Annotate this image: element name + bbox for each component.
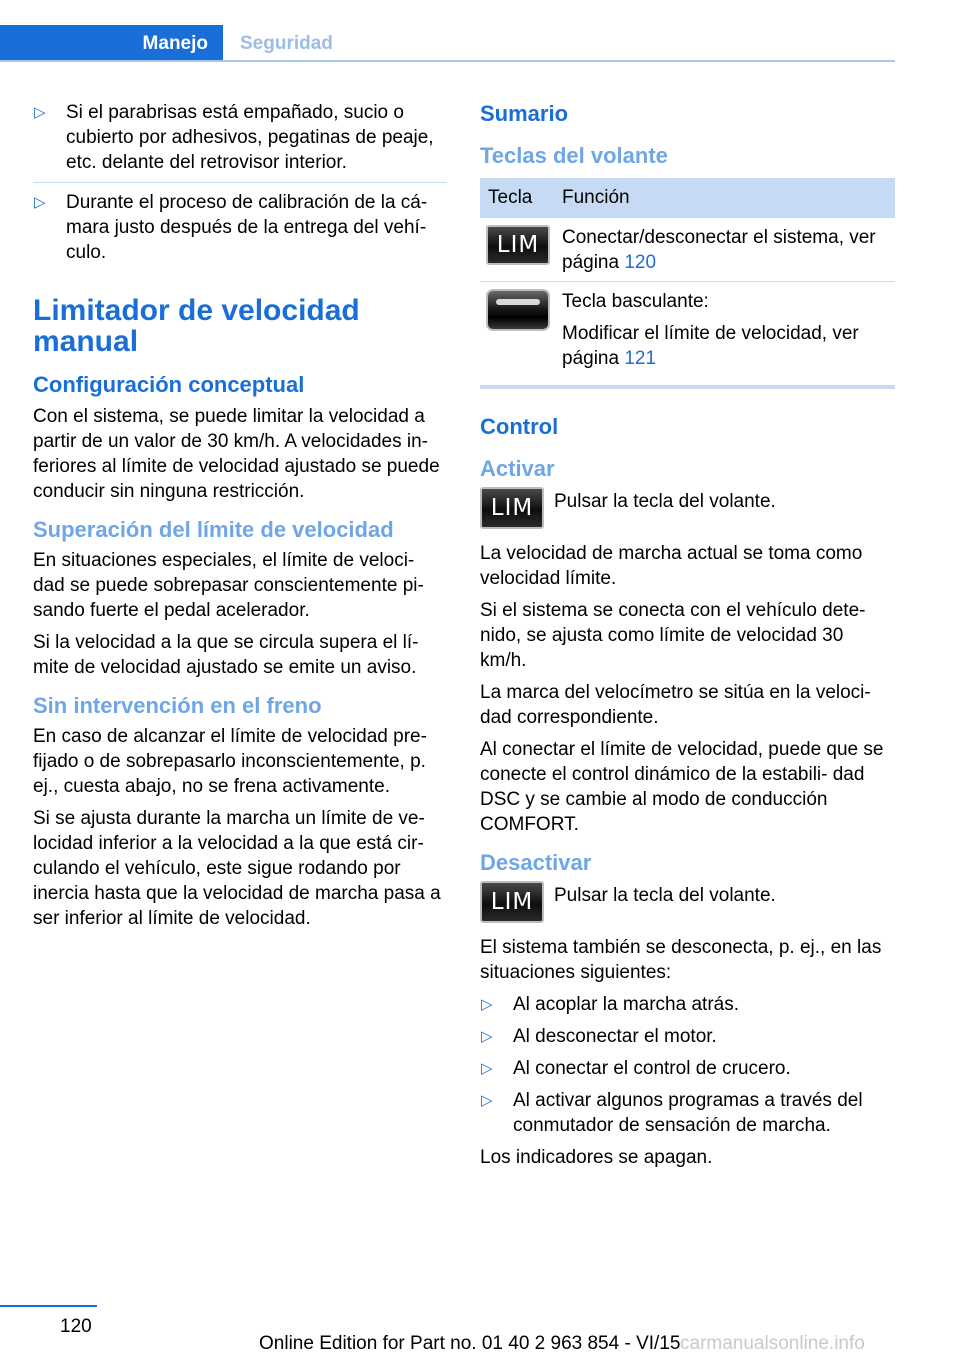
row2-text: Modificar el límite de velocidad, ver página (562, 323, 859, 369)
keys-heading: Teclas del volante (480, 143, 668, 168)
row2-title: Tecla basculante: (562, 291, 709, 312)
triangle-bullet-icon: ▷ (34, 194, 46, 211)
col-key-header: Tecla (480, 178, 554, 218)
activate-instruction: LIM Pulsar la tecla del volante. (480, 487, 895, 531)
deactivate-text-1: El sistema también se desconecta, p. ej., en las situaciones siguientes: (480, 937, 882, 983)
brake-text-2: Si se ajusta durante la marcha un límite de ve- locidad inferior a la velocidad a la que está cir- culando el vehículo, este sigue rodando por inercia hasta que la velocidad de marcha pasa a ser inferior al límite de velocidad. (33, 808, 441, 929)
brake-heading: Sin intervención en el freno (33, 693, 322, 718)
deactivate-instruction: LIM Pulsar la tecla del volante. (480, 881, 895, 925)
list-item: ▷ Durante el proceso de calibración de la cá- mara justo después de la entrega del vehí- culo. (33, 182, 447, 265)
tab-manejo[interactable]: Manejo (0, 25, 223, 62)
footer-rule (0, 1305, 97, 1307)
activate-text-2: Si el sistema se conecta con el vehículo dete- nido, se ajusta como límite de velocidad 30 km/h. (480, 600, 866, 671)
right-column (480, 100, 895, 1177)
exceed-heading: Superación del límite de velocidad (33, 517, 394, 542)
page-number: 120 (60, 1316, 92, 1337)
watermark: carmanualsonline.info (680, 1333, 865, 1354)
page-link-120[interactable]: 120 (624, 252, 657, 273)
activate-heading: Activar (480, 456, 555, 481)
list-item: ▷ Al conectar el control de crucero. (481, 1058, 791, 1079)
activate-text-1: La velocidad de marcha actual se toma como velocidad límite. (480, 543, 863, 589)
list-item: ▷ Al acoplar la marcha atrás. (481, 994, 739, 1015)
row1-text: Conectar/desconectar el sistema, ver página (562, 227, 876, 273)
activate-text-4: Al conectar el límite de velocidad, puede que se conecte el control dinámico de la estabili- dad DSC y se cambie al modo de conducción COMFORT. (480, 739, 884, 835)
rocker-switch-icon (486, 289, 550, 331)
section-tabs (0, 25, 895, 61)
exceed-text-1: En situaciones especiales, el límite de veloci- dad se puede sobrepasar conscientemente pi- sando fuerte el pedal acelerador. (33, 550, 424, 621)
header-rule (0, 60, 895, 62)
table-row (480, 218, 895, 282)
lim-key-icon: LIM (480, 881, 544, 923)
steering-keys-table (480, 178, 895, 389)
triangle-bullet-icon: ▷ (481, 996, 493, 1013)
lim-key-icon: LIM (480, 487, 544, 529)
list-item: ▷ Si el parabrisas está empañado, sucio o cubierto por adhesivos, pegatinas de peaje, etc. delante del retrovisor interior. (34, 102, 434, 173)
page-link-121[interactable]: 121 (624, 348, 657, 369)
page-title: Limitador de velocidad manual (33, 294, 360, 358)
summary-heading: Sumario (480, 101, 569, 126)
list-item: ▷ Al activar algunos programas a través del conmutador de sensación de marcha. (481, 1090, 863, 1136)
concept-heading: Configuración conceptual (33, 372, 305, 397)
triangle-bullet-icon: ▷ (481, 1092, 493, 1109)
triangle-bullet-icon: ▷ (481, 1060, 493, 1077)
left-column (33, 100, 447, 938)
deactivate-end: Los indicadores se apagan. (480, 1147, 713, 1168)
exceed-text-2: Si la velocidad a la que se circula supera el lí- mite de velocidad ajustado se emite un aviso. (33, 632, 419, 678)
tab-seguridad[interactable]: Seguridad (240, 33, 333, 54)
table-row (480, 282, 895, 388)
deactivate-heading: Desactivar (480, 850, 592, 875)
table-header-row (480, 178, 895, 218)
triangle-bullet-icon: ▷ (481, 1028, 493, 1045)
brake-text-1: En caso de alcanzar el límite de velocidad pre- fijado o de sobrepasarlo inconscientemente, p. ej., cuesta abajo, no se frena activamente. (33, 726, 427, 797)
list-item: ▷ Al desconectar el motor. (481, 1026, 717, 1047)
condition-list (33, 100, 447, 265)
concept-text: Con el sistema, se puede limitar la velocidad a partir de un valor de 30 km/h. A velocidades in- feriores al límite de velocidad ajustado se puede conducir sin ninguna restricción. (33, 406, 440, 502)
activate-text-3: La marca del velocímetro se sitúa en la veloci- dad correspondiente. (480, 682, 871, 728)
edition-text: Online Edition for Part no. 01 40 2 963 854 - VI/15 (259, 1333, 681, 1354)
lim-key-icon: LIM (486, 225, 550, 265)
deactivate-list (480, 992, 895, 1138)
triangle-bullet-icon: ▷ (34, 104, 46, 121)
col-function-header: Función (554, 178, 895, 218)
control-heading: Control (480, 414, 559, 439)
